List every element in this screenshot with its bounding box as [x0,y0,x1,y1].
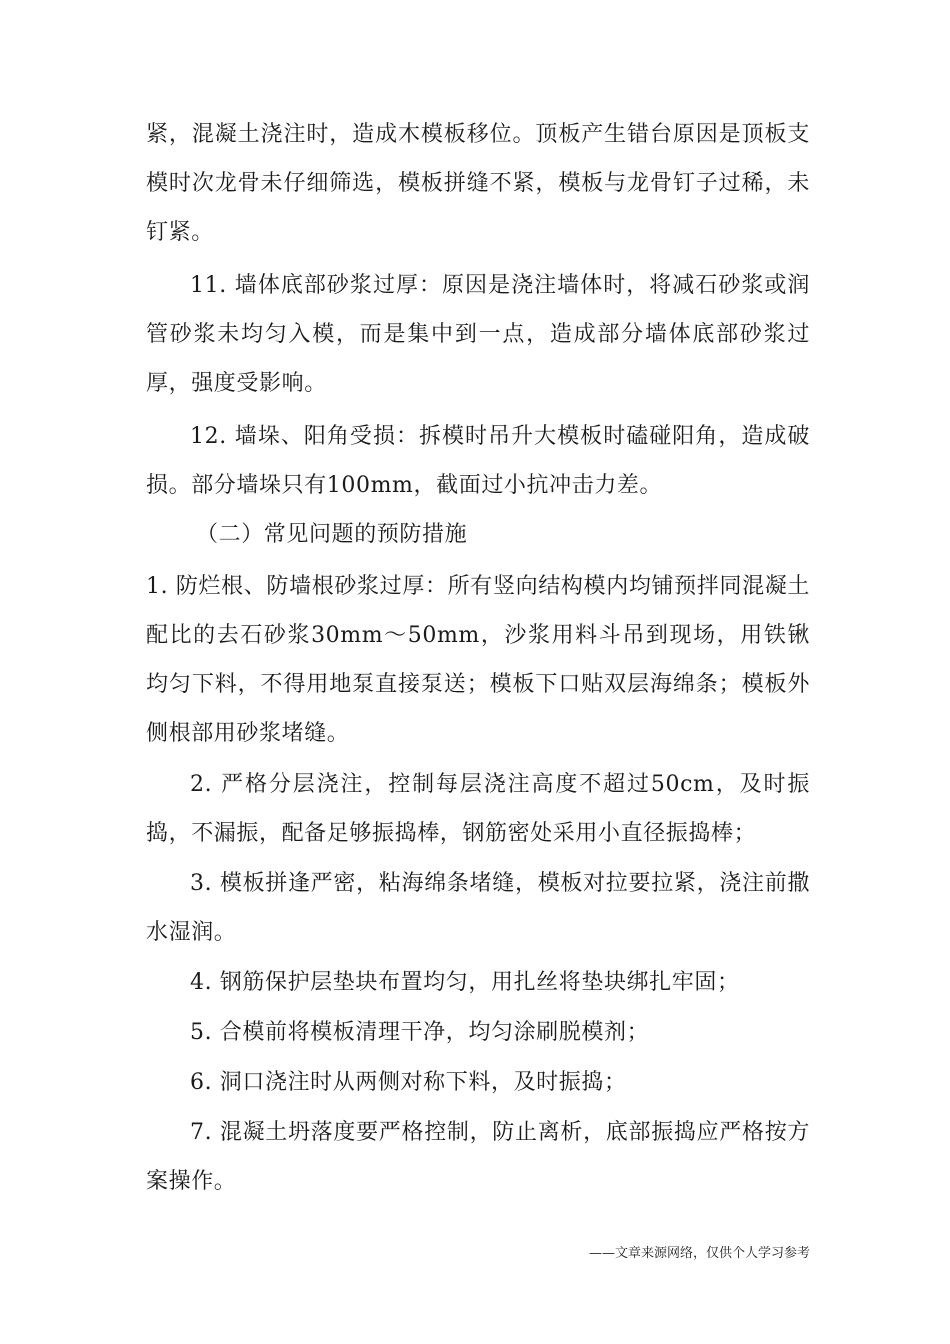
paragraph-measure-7: 7. 混凝土坍落度要严格控制，防止离析，底部振捣应严格按方案操作。 [146,1120,810,1194]
paragraph-item-12: 12. 墙垛、阳角受损：拆模时吊升大模板时磕碰阳角，造成破损。部分墙垛只有100mm，截面过小抗冲击力差。 [146,424,810,498]
source-footer: ——文章来源网络，仅供个人学习参考 [588,1246,810,1261]
paragraph-measure-1: 1. 防烂根、防墙根砂浆过厚：所有竖向结构模内均铺预拌同混凝土配比的去石砂浆30mm～50mm，沙浆用料斗吊到现场，用铁锹均匀下料，不得用地泵直接泵送；模板下口贴双层海绵条；模板外侧根部用砂浆堵缝。 [146,574,810,746]
paragraph-measure-4: 4. 钢筋保护层垫块布置均匀，用扎丝将垫块绑扎牢固； [190,970,740,995]
paragraph-measure-3: 3. 模板拼逢严密，粘海绵条堵缝，模板对拉要拉紧，浇注前撒水湿润。 [146,871,810,945]
paragraph-measure-5: 5. 合模前将模板清理干净，均匀涂刷脱模剂； [190,1020,650,1045]
paragraph-measure-6: 6. 洞口浇注时从两侧对称下料，及时振捣； [190,1070,627,1095]
paragraph-measure-2: 2. 严格分层浇注，控制每层浇注高度不超过50cm，及时振捣，不漏振，配备足够振捣棒，钢筋密处采用小直径振捣棒； [146,772,810,846]
section-heading: （二）常见问题的预防措施 [196,522,468,547]
paragraph-continuation: 紧，混凝土浇注时，造成木模板移位。顶板产生错台原因是顶板支模时次龙骨未仔细筛选，模板拼缝不紧，模板与龙骨钉子过稀，未钉紧。 [146,122,810,245]
paragraph-item-11: 11. 墙体底部砂浆过厚：原因是浇注墙体时，将减石砂浆或润管砂浆未均匀入模，而是集中到一点，造成部分墙体底部砂浆过厚，强度受影响。 [146,273,810,396]
